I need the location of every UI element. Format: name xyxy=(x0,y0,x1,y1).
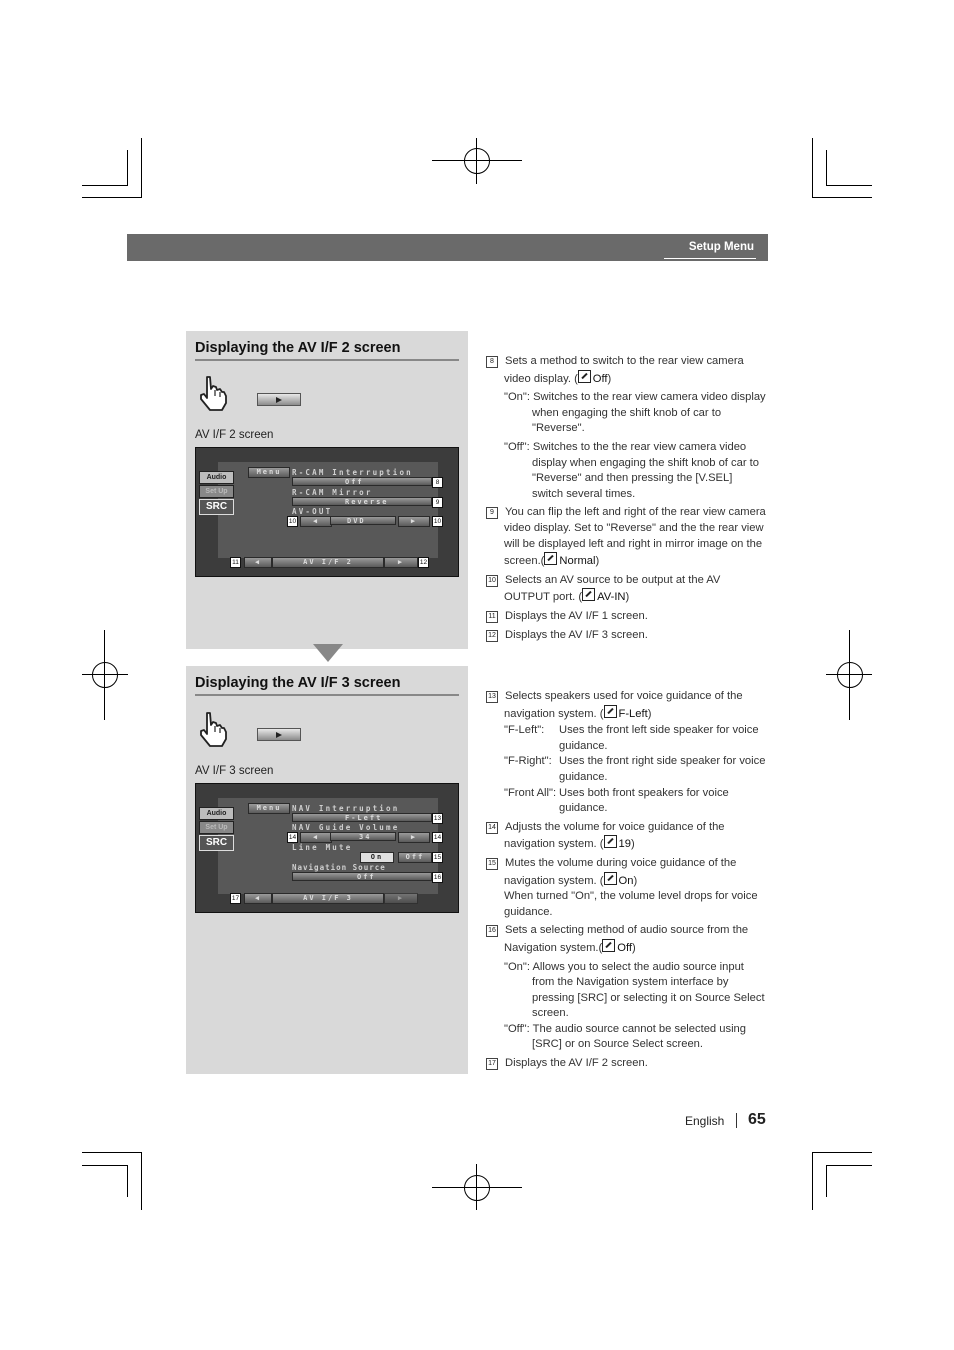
reference-icon xyxy=(604,835,617,848)
navigation-source-value[interactable]: Off xyxy=(292,872,432,881)
setup-button[interactable]: Set Up xyxy=(199,821,234,834)
av-out-next-button[interactable]: ▶ xyxy=(398,516,430,527)
next-page-button-disabled: ▶ xyxy=(384,893,418,904)
paren: ) xyxy=(630,838,635,851)
option-description xyxy=(504,754,768,785)
callout: 9 xyxy=(432,497,443,508)
nav-interruption-value[interactable]: F-Left xyxy=(292,813,432,822)
rcam-mirror-value[interactable]: Reverse xyxy=(292,497,432,506)
item-number: 12 xyxy=(486,630,498,642)
audio-button[interactable]: Audio xyxy=(199,807,234,820)
item-number: 11 xyxy=(486,611,498,623)
prev-page-button[interactable]: ◀ xyxy=(244,557,272,568)
crop-mark xyxy=(826,1165,872,1166)
registration-mark xyxy=(92,662,118,688)
paren: ) xyxy=(647,707,652,720)
callout: 8 xyxy=(432,477,443,488)
header-bar xyxy=(127,234,768,261)
item-number: 9 xyxy=(486,507,498,519)
panel-title: Displaying the AV I/F 2 screen xyxy=(195,340,401,356)
menu-button[interactable]: Menu xyxy=(248,803,290,814)
callout: 16 xyxy=(433,874,442,881)
description-list-av-if-2 xyxy=(486,354,766,646)
item-text: Selects an AV source to be output at the AV OUTPUT port. ( xyxy=(504,573,721,604)
option-description: "On": Allows you to select the audio source input from the Navigation system interface by pressing [SRC] or selecting it on Source Select screen. xyxy=(504,960,765,1020)
description-item xyxy=(486,820,768,853)
down-arrow-icon xyxy=(313,644,343,662)
crop-mark xyxy=(812,1152,813,1210)
page-title: AV I/F 2 xyxy=(272,557,384,568)
description-item xyxy=(486,689,768,722)
row-label: R-CAM Interruption xyxy=(292,468,413,477)
paren: ) xyxy=(607,372,612,385)
option-description: "Off": The audio source cannot be selected using [SRC] or on Source Select screen. xyxy=(504,1022,747,1051)
row-label: R-CAM Mirror xyxy=(292,488,373,497)
item-number: 15 xyxy=(486,858,498,870)
default-value: AV-IN xyxy=(597,591,626,604)
line-mute-off-button[interactable]: Off xyxy=(398,852,432,863)
crop-mark xyxy=(82,197,142,198)
default-value: F-Left xyxy=(618,707,648,720)
crop-mark xyxy=(82,1165,128,1166)
reference-icon xyxy=(578,370,591,383)
reference-icon xyxy=(582,588,595,601)
option-text: Uses the front left side speaker for voice guidance. xyxy=(559,724,759,752)
reference-icon xyxy=(604,705,617,718)
setup-button[interactable]: Set Up xyxy=(199,485,234,498)
description-item xyxy=(486,505,766,569)
option-description xyxy=(504,786,768,817)
item-number: 14 xyxy=(486,822,498,834)
row-label: Line Mute xyxy=(292,843,353,852)
paren: ) xyxy=(595,555,600,568)
description-item xyxy=(486,573,766,606)
page-title: AV I/F 3 xyxy=(272,893,384,904)
callout: 14 xyxy=(433,834,442,841)
lcd-av-if-2 xyxy=(195,447,459,577)
description-item xyxy=(486,628,766,644)
av-out-prev-button[interactable]: ◀ xyxy=(300,516,332,527)
default-value: 19 xyxy=(618,838,631,851)
av-out-value: DVD xyxy=(330,516,396,525)
description-item xyxy=(486,354,766,387)
title-rule xyxy=(195,359,459,361)
callout: 11 xyxy=(230,557,241,568)
callout: 10 xyxy=(433,518,442,525)
item-number: 16 xyxy=(486,925,498,937)
registration-mark xyxy=(464,1175,490,1201)
default-value: Off xyxy=(617,941,632,954)
nav-volume-down-button[interactable]: ◀ xyxy=(300,832,332,843)
option-key: "F-Right": xyxy=(504,755,552,768)
paren: ) xyxy=(633,874,638,887)
screen-label: AV I/F 3 screen xyxy=(195,765,274,777)
touch-hand-icon xyxy=(193,373,233,413)
crop-mark xyxy=(141,138,142,198)
nav-volume-up-button[interactable]: ▶ xyxy=(398,832,430,843)
crop-mark xyxy=(826,1165,827,1197)
item-text: Displays the AV I/F 1 screen. xyxy=(505,609,648,622)
rcam-interruption-value[interactable]: Off xyxy=(292,477,432,486)
page-number: 65 xyxy=(748,1111,766,1128)
crop-mark xyxy=(826,185,872,186)
item-text: You can flip the left and right of the rear view camera video display. Set to "Reverse" and the the rear view will be displayed left and right in mirror image on the screen.( xyxy=(504,506,766,568)
item-text: Displays the AV I/F 2 screen. xyxy=(505,1057,648,1070)
callout: 10 xyxy=(288,518,297,525)
paren: ) xyxy=(631,941,636,954)
panel-title: Displaying the AV I/F 3 screen xyxy=(195,675,401,691)
description-item xyxy=(486,1056,768,1072)
item-number: 17 xyxy=(486,1058,498,1070)
crop-mark xyxy=(812,138,813,198)
registration-mark xyxy=(464,148,490,174)
src-button[interactable]: SRC xyxy=(199,835,234,851)
description-item xyxy=(486,609,766,625)
option-text: Uses the front right side speaker for voice guidance. xyxy=(559,755,766,783)
item-number: 13 xyxy=(486,691,498,703)
item-text: Sets a method to switch to the rear view camera video display. ( xyxy=(504,355,744,385)
paren: ) xyxy=(625,591,630,604)
item-text: Adjusts the volume for voice guidance of the navigation system. ( xyxy=(504,820,725,851)
crop-mark xyxy=(82,1152,142,1153)
item-extra-text: When turned "On", the volume level drops for voice guidance. xyxy=(504,890,758,918)
callout: 17 xyxy=(231,895,240,902)
callout: 14 xyxy=(288,834,297,841)
section-title-setup-menu: Setup Menu xyxy=(688,241,754,253)
lcd-av-if-3 xyxy=(195,783,459,913)
item-text: Sets a selecting method of audio source from the Navigation system.( xyxy=(504,924,749,954)
title-rule xyxy=(195,694,459,696)
screen-label: AV I/F 2 screen xyxy=(195,429,274,441)
item-number: 8 xyxy=(486,356,498,368)
registration-mark xyxy=(837,662,863,688)
header-underline xyxy=(664,258,756,259)
item-text: Displays the AV I/F 3 screen. xyxy=(505,628,648,641)
reference-icon xyxy=(544,552,557,565)
src-button[interactable]: SRC xyxy=(199,499,234,515)
touch-hand-icon xyxy=(193,709,233,749)
crop-mark xyxy=(812,197,872,198)
default-value: On xyxy=(618,874,634,887)
crop-mark xyxy=(127,1165,128,1197)
option-key: "F-Left": xyxy=(504,724,545,737)
description-item xyxy=(486,923,768,956)
item-text: Selects speakers used for voice guidance of the navigation system. ( xyxy=(504,690,743,720)
row-label: Navigation Source xyxy=(292,863,386,872)
callout: 15 xyxy=(433,854,442,861)
line-mute-on-button[interactable]: On xyxy=(360,852,394,863)
item-text: Mutes the volume during voice guidance of the navigation system. ( xyxy=(504,856,737,887)
reference-icon xyxy=(602,939,615,952)
default-value: Off xyxy=(592,372,608,385)
row-label: AV-OUT xyxy=(292,507,333,516)
option-description xyxy=(504,723,768,754)
callout: 12 xyxy=(419,559,428,566)
crop-mark xyxy=(127,150,128,186)
option-key: "Front All": xyxy=(504,786,557,799)
next-page-button[interactable]: ▶ xyxy=(384,557,418,568)
crop-mark xyxy=(82,185,128,186)
reference-icon xyxy=(604,872,617,885)
menu-button[interactable]: Menu xyxy=(248,467,290,478)
item-number: 10 xyxy=(486,575,498,587)
crop-mark xyxy=(812,1152,872,1153)
row-label: NAV Interruption xyxy=(292,804,400,813)
footer-separator xyxy=(736,1113,737,1128)
crop-mark xyxy=(826,150,827,186)
option-text: Uses both front speakers for voice guidance. xyxy=(559,786,729,815)
prev-page-button[interactable]: ◀ xyxy=(244,893,272,904)
row-label: NAV Guide Volume xyxy=(292,823,400,832)
option-description: "Off": Switches to the the rear view camera video display when engaging the shift knob of car to "Reverse" and then pressing the [V.SEL] switch several times. xyxy=(504,440,760,500)
crop-mark xyxy=(141,1152,142,1210)
option-description: "On": Switches to the rear view camera video display when engaging the shift knob of car to "Reverse". xyxy=(504,391,766,435)
audio-button[interactable]: Audio xyxy=(199,471,234,484)
description-item xyxy=(486,856,768,889)
default-value: Normal xyxy=(559,555,596,568)
description-list-av-if-3 xyxy=(486,689,768,1075)
callout: 13 xyxy=(433,815,442,822)
next-arrow-icon xyxy=(257,393,301,406)
footer-language: English xyxy=(685,1114,725,1128)
nav-volume-value: 34 xyxy=(330,832,396,841)
next-arrow-icon xyxy=(257,728,301,741)
